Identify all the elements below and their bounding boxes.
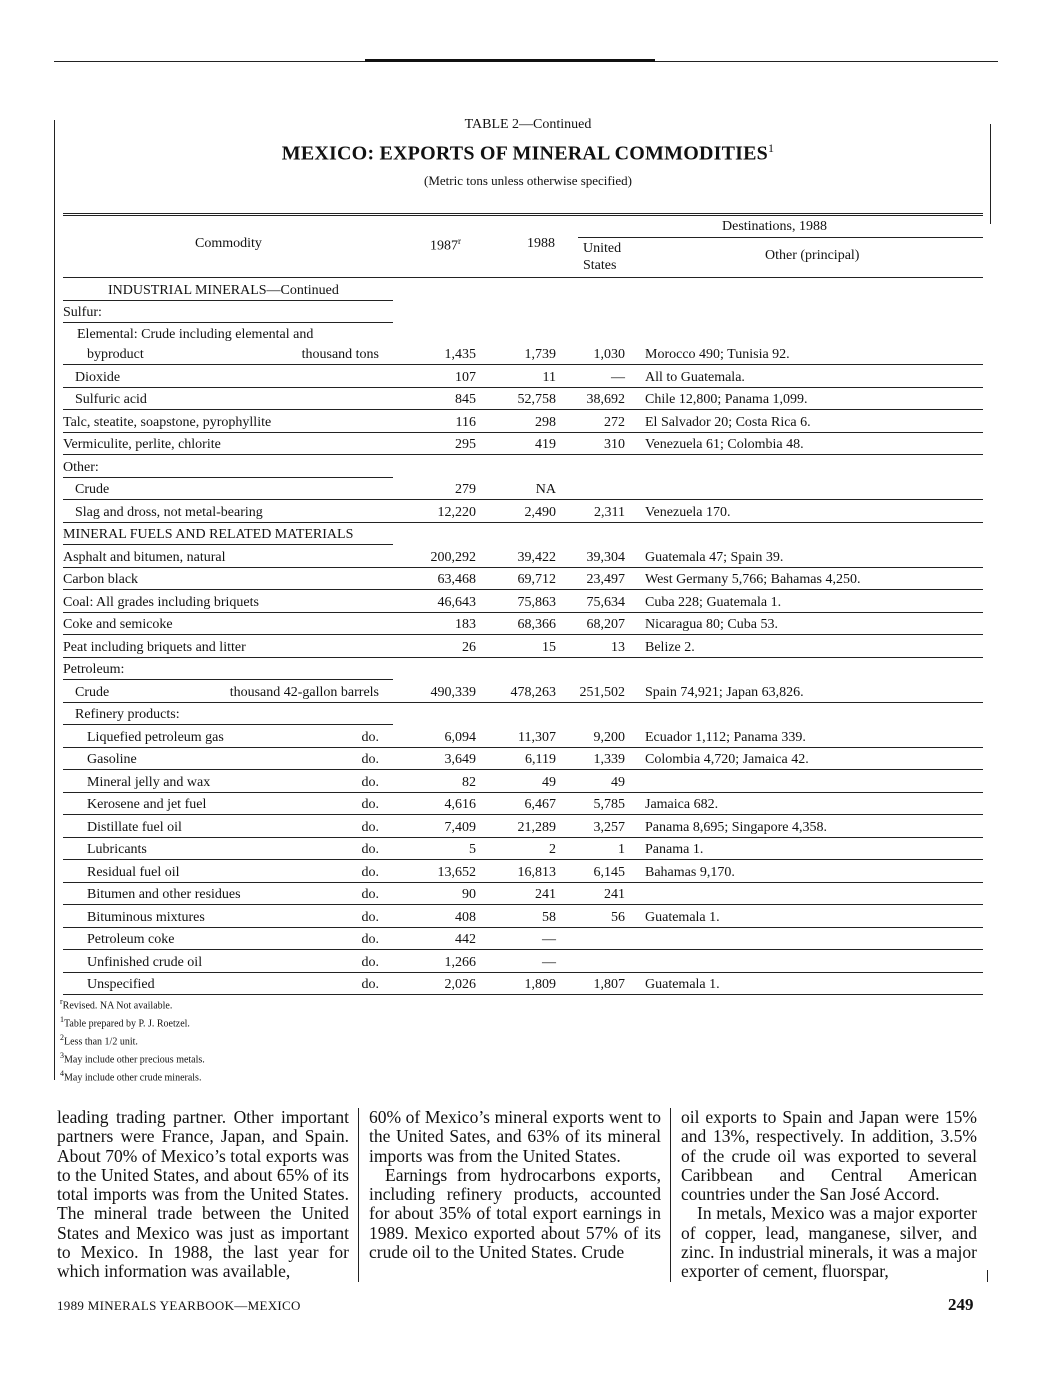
united-states-cell: 39,304 (586, 549, 625, 565)
other-destinations-cell: Belize 2. (645, 639, 695, 655)
header-united-states: United States (583, 241, 622, 273)
unit-cell: do. (361, 842, 379, 857)
value-1987-cell: 4,616 (444, 797, 476, 812)
table-row (63, 410, 983, 433)
table-row (63, 815, 983, 838)
other-destinations-cell: Guatemala 47; Spain 39. (645, 549, 784, 565)
footnote-mark: r (60, 997, 63, 1006)
commodity-cell: Crude (75, 684, 110, 700)
table-row (63, 703, 983, 726)
table-row (63, 635, 983, 658)
table-row (63, 950, 983, 973)
body-column-3 (681, 1108, 977, 1282)
united-states-cell: 68,207 (586, 617, 625, 632)
other-destinations-cell: Venezuela 170. (645, 504, 731, 520)
table-row (63, 500, 983, 523)
other-destinations-cell: All to Guatemala. (645, 369, 745, 385)
commodity-cell: Residual fuel oil (87, 864, 180, 880)
table-row (63, 883, 983, 906)
united-states-cell: 272 (604, 414, 625, 430)
other-destinations-cell: Spain 74,921; Japan 63,826. (645, 684, 804, 700)
commodity-cell: Crude (75, 482, 110, 497)
value-1987-cell: 183 (455, 617, 476, 632)
value-1988-cell: 6,119 (525, 752, 556, 767)
table-row (63, 323, 983, 365)
unit-cell: do. (361, 977, 379, 992)
footnote-mark: 2 (60, 1032, 64, 1042)
body-paragraph: Earnings from hydrocarbons exports, including refinery products, accounted for about 35% of total export earnings in 1989. Mexico exported about 57% of its crude oil to the United States. Crude (369, 1164, 661, 1263)
footnote (60, 1049, 205, 1067)
value-1987-cell: 82 (462, 774, 476, 790)
table-row (63, 658, 983, 681)
header-commodity: Commodity (195, 236, 262, 251)
footnote-mark: 3 (60, 1050, 64, 1060)
body-paragraph: 60% of Mexico’s mineral exports went to the United Sates, and 63% of its mineral imports was from the United States. (369, 1107, 661, 1166)
footnote-text: Revised. NA Not available. (62, 1000, 173, 1012)
commodity-cell: Unspecified (87, 977, 155, 992)
body-column-2 (369, 1108, 661, 1262)
value-1988-cell: 11 (542, 369, 556, 385)
other-destinations-cell: Panama 8,695; Singapore 4,358. (645, 819, 827, 835)
unit-cell: do. (361, 774, 379, 790)
table-row (63, 478, 983, 501)
value-1988-cell: 58 (542, 909, 556, 925)
column-rule-3 (987, 1270, 988, 1282)
table-subtitle: (Metric tons unless otherwise specified) (424, 173, 632, 188)
value-1987-cell: 3,649 (444, 752, 476, 767)
value-1988-cell: NA (535, 482, 556, 497)
value-1987-cell: 845 (455, 392, 476, 407)
commodity-cell: Petroleum: (63, 662, 125, 677)
table-title: MEXICO: EXPORTS OF MINERAL COMMODITIES$^1$ (281, 141, 775, 165)
header-destinations: Destinations, 1988 (722, 219, 827, 234)
table-section-row (63, 278, 983, 301)
value-1988-cell: 2,490 (524, 504, 556, 520)
value-1988-cell: 2 (549, 842, 556, 857)
table-row (63, 725, 983, 748)
commodity-cell: Unfinished crude oil (87, 954, 203, 970)
united-states-cell: 241 (604, 887, 625, 902)
value-1988-cell: 241 (535, 887, 556, 902)
page-number: 249 (948, 1295, 974, 1314)
body-column-1 (57, 1108, 349, 1282)
value-1987-cell: 6,094 (444, 729, 476, 745)
header-top-rule-2 (63, 215, 983, 216)
unit-cell: do. (361, 797, 379, 812)
commodity-cell: Mineral jelly and wax (87, 774, 211, 790)
body-paragraph: leading trading partner. Other important partners were France, Japan, and Spain. About 70% of Mexico’s total exports was to the United States, and about 65% of its total imports was from the United States. The mineral trade between the United States and Mexico was just as important to Mexico. In 1988, the last year for which information was available, (57, 1107, 349, 1282)
table-section-row (63, 523, 983, 546)
table-row (63, 433, 983, 456)
value-1988-cell: 52,758 (517, 392, 556, 407)
other-destinations-cell: Bahamas 9,170. (645, 864, 735, 880)
footnote-text: May include other precious metals. (64, 1054, 205, 1066)
commodity-cell: Elemental: Crude including elemental and (77, 327, 314, 342)
other-destinations-cell: Nicaragua 80; Cuba 53. (645, 617, 778, 632)
united-states-cell: 3,257 (593, 819, 625, 835)
other-destinations-cell: West Germany 5,766; Bahamas 4,250. (645, 572, 861, 587)
header-1987: 1987$^r$ (430, 236, 461, 254)
united-states-cell: 9,200 (593, 729, 625, 745)
table-row (63, 545, 983, 568)
commodity-cell: Peat including briquets and litter (63, 639, 246, 655)
table-body (63, 278, 983, 995)
value-1987-cell: 26 (462, 639, 476, 655)
unit-cell: thousand 42-gallon barrels (229, 684, 379, 700)
table-row (63, 680, 983, 703)
table-row (63, 793, 983, 816)
value-1988-cell: 419 (535, 437, 556, 452)
footnote-mark: 1 (60, 1014, 64, 1024)
united-states-cell: 1,807 (593, 977, 625, 992)
value-1988-cell: 49 (542, 774, 556, 790)
value-1987-cell: 295 (455, 437, 476, 452)
other-destinations-cell: Morocco 490; Tunisia 92. (645, 347, 790, 362)
value-1988-cell: — (542, 954, 556, 970)
footnote (60, 995, 205, 1013)
commodity-cell: Lubricants (87, 842, 147, 857)
united-states-cell: 6,145 (593, 864, 625, 880)
commodity-cell: Refinery products: (75, 707, 180, 722)
commodity-cell: Slag and dross, not metal-bearing (75, 504, 263, 520)
value-1988-cell: 21,289 (517, 819, 556, 835)
value-1987-cell: 12,220 (437, 504, 476, 520)
commodity-cell: Petroleum coke (87, 932, 175, 947)
united-states-cell: 1,030 (593, 347, 625, 362)
table-row (63, 928, 983, 951)
value-1987-cell: 5 (469, 842, 476, 857)
table-footnotes (60, 995, 205, 1085)
value-1988-cell: 68,366 (517, 617, 556, 632)
value-1988-cell: — (542, 932, 556, 947)
table-row (63, 365, 983, 388)
value-1987-cell: 442 (455, 932, 476, 947)
column-rule-1 (358, 1108, 359, 1282)
unit-cell: do. (361, 729, 379, 745)
other-destinations-cell: Chile 12,800; Panama 1,099. (645, 392, 808, 407)
commodity-cell: Coal: All grades including briquets (63, 594, 259, 610)
value-1987-cell: 116 (455, 414, 476, 430)
commodity-cell: Asphalt and bitumen, natural (63, 549, 226, 565)
unit-cell: do. (361, 954, 379, 970)
value-1988-cell: 39,422 (517, 549, 556, 565)
commodity-cell: Gasoline (87, 752, 137, 767)
unit-cell: do. (361, 752, 379, 767)
frame-left-rule (54, 120, 55, 1080)
united-states-cell: 2,311 (594, 504, 625, 520)
other-destinations-cell: El Salvador 20; Costa Rica 6. (645, 414, 811, 430)
value-1987-cell: 279 (455, 482, 476, 497)
table-row (63, 973, 983, 996)
commodity-cell: Bituminous mixtures (87, 909, 205, 925)
table-row (63, 301, 983, 324)
value-1987-cell: 107 (455, 369, 476, 385)
table-row (63, 770, 983, 793)
table-row (63, 388, 983, 411)
footnote (60, 1067, 205, 1085)
value-1987-cell: 1,435 (444, 347, 476, 362)
other-destinations-cell: Ecuador 1,112; Panama 339. (645, 729, 806, 745)
commodity-cell: Carbon black (63, 572, 139, 587)
header-top-rule (63, 213, 983, 214)
value-1987-cell: 408 (455, 909, 476, 925)
other-destinations-cell: Jamaica 682. (645, 797, 719, 812)
section-heading: MINERAL FUELS AND RELATED MATERIALS (63, 527, 354, 542)
united-states-cell: 310 (604, 437, 625, 452)
value-1987-cell: 7,409 (444, 819, 476, 835)
value-1988-cell: 69,712 (517, 572, 556, 587)
commodity-cell: Kerosene and jet fuel (87, 797, 207, 812)
commodity-cell: Dioxide (75, 369, 121, 385)
united-states-cell: 251,502 (579, 684, 625, 700)
value-1988-cell: 298 (535, 414, 556, 430)
value-1987-cell: 63,468 (437, 572, 476, 587)
united-states-cell: 1,339 (593, 752, 625, 767)
value-1987-cell: 200,292 (430, 549, 476, 565)
commodity-cell: Liquefied petroleum gas (87, 729, 224, 745)
body-paragraph: oil exports to Spain and Japan were 15% and 13%, respectively. In addition, 3.5% of the crude oil was exported to several Caribbean and Central American countries under the San José Accord. (681, 1107, 977, 1205)
table-row (63, 905, 983, 928)
commodity-cell: Vermiculite, perlite, chlorite (63, 437, 221, 452)
value-1988-cell: 1,809 (524, 977, 556, 992)
footnote-mark: 4 (60, 1068, 64, 1078)
united-states-cell: 5,785 (593, 797, 625, 812)
united-states-cell: — (611, 369, 625, 385)
united-states-cell: 38,692 (586, 392, 625, 407)
value-1987-cell: 90 (462, 887, 476, 902)
value-1988-cell: 16,813 (517, 864, 556, 880)
value-1988-cell: 11,307 (518, 729, 556, 745)
unit-cell: do. (361, 887, 379, 902)
table-row (63, 568, 983, 591)
footnote (60, 1013, 205, 1031)
other-destinations-cell: Venezuela 61; Colombia 48. (645, 437, 804, 452)
value-1987-cell: 2,026 (444, 977, 476, 992)
table-row (63, 860, 983, 883)
commodity-cell: Bitumen and other residues (87, 887, 241, 902)
other-destinations-cell: Guatemala 1. (645, 909, 720, 925)
title-footnote-mark: 1 (767, 141, 775, 155)
section-heading: INDUSTRIAL MINERALS—Continued (108, 282, 339, 298)
table-row (63, 613, 983, 636)
footnote-text: Table prepared by P. J. Roetzel. (64, 1018, 190, 1030)
united-states-cell: 56 (611, 909, 625, 925)
footnote-text: Less than 1/2 unit. (64, 1036, 138, 1048)
unit-cell: do. (361, 819, 379, 835)
united-states-cell: 23,497 (586, 572, 625, 587)
table-label: TABLE 2—Continued (464, 117, 592, 132)
other-destinations-cell: Cuba 228; Guatemala 1. (645, 594, 782, 610)
other-destinations-cell: Panama 1. (645, 842, 704, 857)
footnote (60, 1031, 205, 1049)
running-footer: 1989 MINERALS YEARBOOK—MEXICO (57, 1298, 301, 1313)
other-destinations-cell: Colombia 4,720; Jamaica 42. (645, 752, 809, 767)
destinations-rule (578, 237, 983, 238)
commodity-cell: Distillate fuel oil (87, 819, 182, 835)
table-row (63, 590, 983, 613)
unit-cell: do. (361, 864, 379, 880)
commodity-cell: Sulfur: (63, 305, 102, 320)
united-states-cell: 13 (611, 639, 625, 655)
table-row (63, 748, 983, 771)
commodity-cell: Coke and semicoke (63, 617, 173, 632)
value-1988-cell: 75,863 (517, 594, 556, 610)
united-states-cell: 49 (611, 774, 625, 790)
table-row (63, 838, 983, 861)
value-1987-cell: 1,266 (444, 954, 476, 970)
other-destinations-cell: Guatemala 1. (645, 977, 720, 992)
body-paragraph: In metals, Mexico was a major exporter of copper, lead, manganese, silver, and zinc. In industrial minerals, it was a major exporter of cement, fluorspar, (681, 1203, 977, 1282)
united-states-cell: 1 (618, 842, 625, 857)
value-1988-cell: 6,467 (524, 797, 556, 812)
commodity-cell: Other: (63, 459, 99, 475)
value-1988-cell: 478,263 (510, 684, 556, 700)
value-1988-cell: 1,739 (524, 347, 556, 362)
value-1988-cell: 15 (542, 639, 556, 655)
unit-cell: do. (361, 932, 379, 947)
commodity-cell: Sulfuric acid (75, 392, 147, 407)
table-row (63, 455, 983, 478)
value-1987-cell: 13,652 (437, 864, 476, 880)
value-1987-cell: 46,643 (437, 594, 476, 610)
unit-cell: thousand tons (301, 347, 379, 362)
top-rule-accent (365, 59, 655, 62)
footnote-text: May include other crude minerals. (64, 1072, 202, 1084)
column-rule-2 (670, 1108, 671, 1282)
header-1988: 1988 (527, 236, 555, 251)
unit-cell: do. (361, 909, 379, 925)
commodity-cell: byproduct (87, 347, 144, 362)
header-other-principal: Other (principal) (765, 248, 860, 263)
commodity-cell: Talc, steatite, soapstone, pyrophyllite (63, 414, 272, 430)
united-states-cell: 75,634 (586, 594, 625, 610)
value-1987-cell: 490,339 (430, 684, 476, 700)
